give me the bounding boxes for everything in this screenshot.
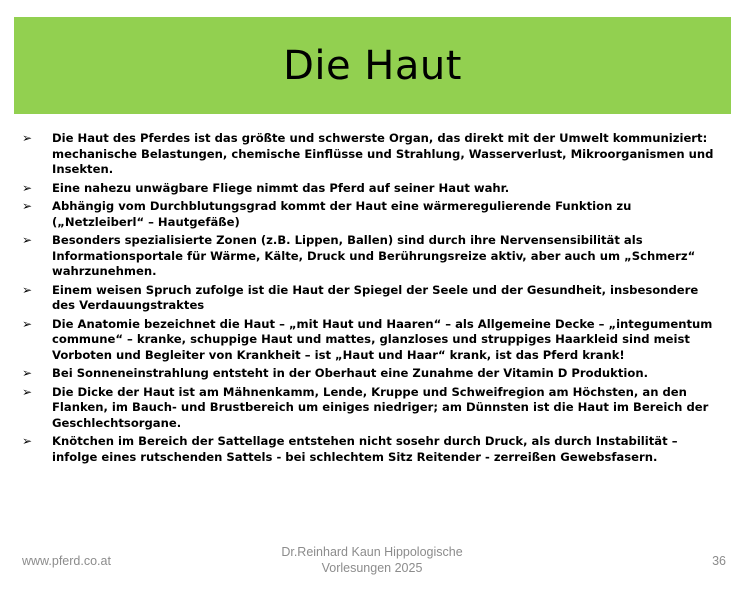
- arrow-bullet-icon: ➢: [22, 366, 33, 380]
- list-item: [22, 283, 722, 314]
- footer-author: [260, 544, 484, 576]
- arrow-bullet-icon: ➢: [22, 282, 33, 297]
- bullet-text: Eine nahezu unwägbare Fliege nimmt das Pferd auf seiner Haut wahr.: [52, 180, 510, 195]
- arrow-bullet-icon: ➢: [22, 316, 33, 331]
- bullet-text: Die Haut des Pferdes ist das größte und schwerste Organ, das direkt mit der Umwelt kommuniziert: mechanische Belastungen, chemische Einflüsse und Strahlung, Wasserverlust, Mikroorganismen und Insekten.: [52, 131, 714, 176]
- list-item: [22, 199, 722, 230]
- list-item: [22, 181, 722, 197]
- list-item: [22, 233, 722, 280]
- list-item: [22, 317, 722, 364]
- list-item: [22, 131, 722, 178]
- bullet-text: Besonders spezialisierte Zonen (z.B. Lippen, Ballen) sind durch ihre Nervensensibilität als Informationsportale für Wärme, Kälte, Druck und Berührungsreize aktiv, aber auch um „Schmerz“ wahrzunehmen.: [52, 233, 696, 278]
- bullet-text: Die Dicke der Haut ist am Mähnenkamm, Lende, Kruppe und Schweifregion am Höchsten, an den Flanken, im Bauch- und Brustbereich um einiges niedriger; am Dünnsten ist die Haut im Bereich der Geschlechtsorgane.: [52, 384, 709, 430]
- arrow-bullet-icon: ➢: [22, 434, 33, 448]
- bullet-text: Abhängig vom Durchblutungsgrad kommt der Haut eine wärmeregulierende Funktion zu („Netzleiberl“ – Hautgefäße): [52, 199, 632, 229]
- footer-author-line1: Dr.Reinhard Kaun Hippologische: [281, 545, 463, 559]
- bullet-text: Einem weisen Spruch zufolge ist die Haut der Spiegel der Seele und der Gesundheit, insbesondere des Verdauungstraktes: [52, 282, 699, 312]
- arrow-bullet-icon: ➢: [22, 131, 33, 145]
- footer-website: www.pferd.co.at: [22, 554, 111, 568]
- arrow-bullet-icon: ➢: [22, 180, 33, 195]
- bullet-text: Bei Sonneneinstrahlung entsteht in der Oberhaut eine Zunahme der Vitamin D Produktion.: [52, 366, 648, 380]
- arrow-bullet-icon: ➢: [22, 199, 33, 213]
- bullet-text: Knötchen im Bereich der Sattellage entstehen nicht sosehr durch Druck, als durch Instabilität – infolge eines rutschenden Sattels - bei schlechtem Sitz Reitender - zerreißen Gewebsfasern.: [52, 434, 678, 464]
- arrow-bullet-icon: ➢: [22, 233, 33, 247]
- bullet-list: [22, 131, 722, 468]
- list-item: [22, 434, 722, 465]
- slide-title: Die Haut: [283, 42, 462, 89]
- title-bar: [14, 17, 731, 114]
- bullet-text: Die Anatomie bezeichnet die Haut – „mit Haut und Haaren“ – als Allgemeine Decke – „integumentum commune“ – kranke, schuppige Haut und mattes, glanzloses und struppiges Haarkleid sind meist Vorboten und Begleiter von Krankheit – ist „Haut und Haar“ krank, ist das Pferd krank!: [52, 316, 713, 362]
- list-item: [22, 385, 722, 432]
- footer-author-line2: Vorlesungen 2025: [321, 561, 423, 575]
- arrow-bullet-icon: ➢: [22, 384, 33, 399]
- page-number: 36: [712, 554, 726, 568]
- list-item: [22, 366, 722, 382]
